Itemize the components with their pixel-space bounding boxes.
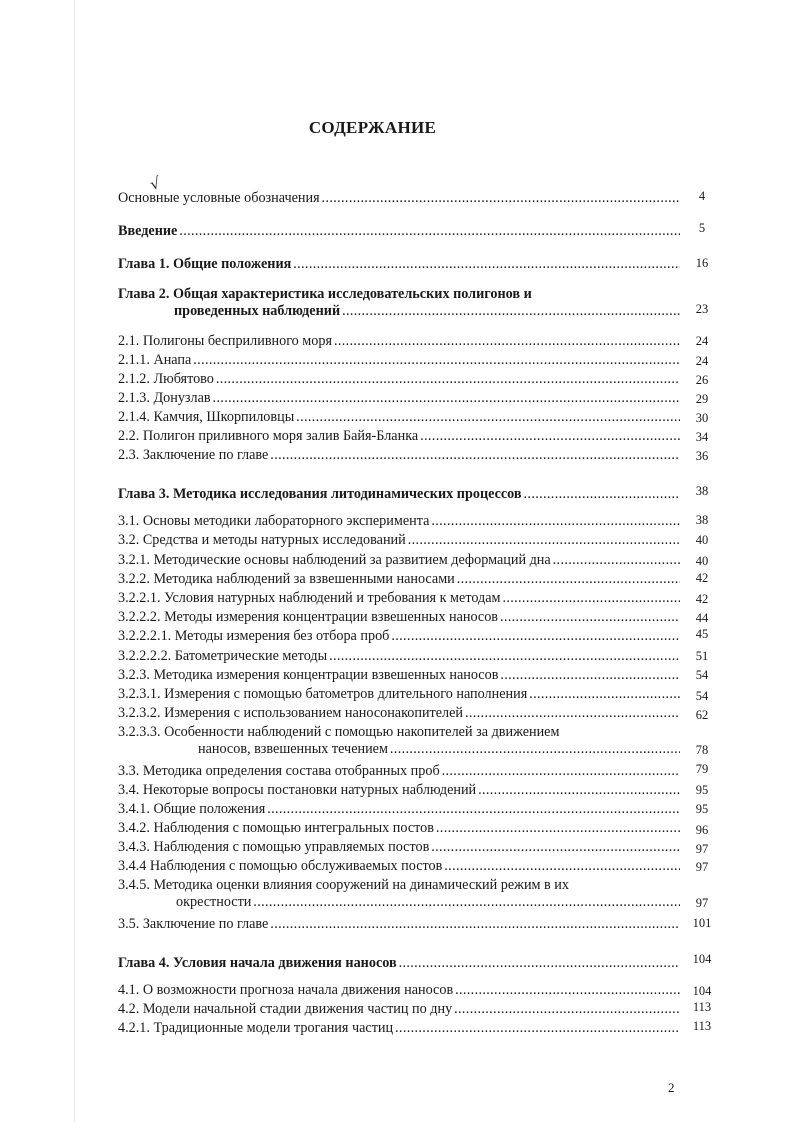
toc-page-number: 95 xyxy=(695,783,709,797)
toc-entry[interactable]: 3.4. Некоторые вопросы постановки натурных наблюдений . . . xyxy=(118,782,680,799)
toc-page-number: 51 xyxy=(695,649,709,663)
toc-entry[interactable]: 3.4.4 Наблюдения с помощью обслуживаемых постов . . . xyxy=(118,858,680,875)
toc-page-number: 95 xyxy=(695,802,709,816)
toc-page-number: 79 xyxy=(695,762,709,776)
toc-page-number: 78 xyxy=(695,743,709,757)
toc-entry[interactable]: 3.2.2.1. Условия натурных наблюдений и требования к методам . . . xyxy=(118,590,680,607)
toc-entry[interactable]: Основные условные обозначения . . . xyxy=(118,190,680,207)
page-title: СОДЕРЖАНИЕ xyxy=(308,118,437,137)
toc-entry[interactable]: Глава 2. Общая характеристика исследовательских полигонов и проведенных наблюдений . . . xyxy=(118,286,680,320)
toc-page-number: 113 xyxy=(692,1019,712,1033)
toc-entry[interactable]: 3.2.2.2.2. Батометрические методы . . . xyxy=(118,648,680,665)
toc-entry[interactable]: 3.4.1. Общие положения . . . xyxy=(118,801,680,818)
toc-entry[interactable]: 3.2.2. Методика наблюдений за взвешенными наносами . . . xyxy=(118,571,680,588)
toc-entry[interactable]: 3.2.3.2. Измерения с использованием наносонакопителей . . . xyxy=(118,705,680,722)
scan-edge xyxy=(74,0,75,1122)
toc-entry[interactable]: 2.1.4. Камчия, Шкорпиловцы . . . xyxy=(118,409,680,426)
handwritten-check-mark: √ xyxy=(147,173,163,194)
toc-page-number: 54 xyxy=(695,689,709,703)
toc-page-number: 23 xyxy=(695,302,709,316)
toc-entry[interactable]: 3.4.3. Наблюдения с помощью управляемых постов . . . xyxy=(118,839,680,856)
toc-entry[interactable]: 2.3. Заключение по главе . . . xyxy=(118,447,680,464)
toc-page-number: 45 xyxy=(695,627,709,641)
toc-entry[interactable]: 3.2.3.1. Измерения с помощью батометров длительного наполнения . . . xyxy=(118,686,680,703)
toc-entry[interactable]: 3.4.5. Методика оценки влияния сооружений на динамический режим в их окрестности . . . xyxy=(118,877,680,911)
toc-entry[interactable]: 3.2.2.2. Методы измерения концентрации взвешенных наносов . . . xyxy=(118,609,680,626)
toc-entry[interactable]: 3.2.3.3. Особенности наблюдений с помощью накопителей за движением наносов, взвешенных течением . . . xyxy=(118,724,680,758)
toc-page-number: 97 xyxy=(695,842,709,856)
toc-page-number: 16 xyxy=(695,256,709,270)
toc-page-number: 54 xyxy=(695,668,709,682)
toc-entry[interactable]: 3.2.1. Методические основы наблюдений за развитием деформаций дна . . . xyxy=(118,552,680,569)
toc-page-number: 38 xyxy=(695,513,709,527)
toc-entry[interactable]: 4.2. Модели начальной стадии движения частиц по дну . . . xyxy=(118,1001,680,1018)
toc-entry[interactable]: 3.4.2. Наблюдения с помощью интегральных постов . . . xyxy=(118,820,680,837)
toc-entry[interactable]: 2.1.1. Анапа . . . xyxy=(118,352,680,369)
toc-entry[interactable]: Введение . . . xyxy=(118,223,680,240)
toc-entry[interactable]: 2.2. Полигон приливного моря залив Байя-Бланка . . . xyxy=(118,428,680,445)
toc-page-number: 113 xyxy=(692,1000,712,1014)
toc-page-number: 96 xyxy=(695,823,709,837)
toc-page-number: 104 xyxy=(692,952,712,966)
toc-entry[interactable]: 4.2.1. Традиционные модели трогания частиц . . . xyxy=(118,1020,680,1037)
toc-page-number: 4 xyxy=(698,189,706,203)
toc-entry[interactable]: 3.2. Средства и методы натурных исследований . . . xyxy=(118,532,680,549)
toc-page-number: 42 xyxy=(695,571,709,585)
toc-page-number: 38 xyxy=(695,484,709,498)
toc-page-number: 97 xyxy=(695,896,709,910)
toc-page-number: 29 xyxy=(695,392,709,406)
toc-entry[interactable]: 2.1.2. Любятово . . . xyxy=(118,371,680,388)
toc-page-number: 26 xyxy=(695,373,709,387)
toc-page-number: 36 xyxy=(695,449,709,463)
toc-page-number: 42 xyxy=(695,592,709,606)
toc-entry[interactable]: 3.2.2.2.1. Методы измерения без отбора проб . . . xyxy=(118,628,680,645)
toc-entry[interactable]: 3.3. Методика определения состава отобранных проб . . . xyxy=(118,763,680,780)
toc-page-number: 5 xyxy=(698,221,706,235)
toc-page-number: 104 xyxy=(692,984,712,998)
toc-entry[interactable]: Глава 4. Условия начала движения наносов . . . xyxy=(118,955,680,972)
toc-page-number: 30 xyxy=(695,411,709,425)
toc-page-number: 44 xyxy=(695,611,709,625)
toc-entry[interactable]: Глава 3. Методика исследования литодинамических процессов . . . xyxy=(118,486,680,503)
page-number: 2 xyxy=(668,1080,675,1095)
toc-page-number: 62 xyxy=(695,708,709,722)
toc-page-number: 101 xyxy=(692,916,712,930)
toc-page-number: 40 xyxy=(695,533,709,547)
toc-page-number: 97 xyxy=(695,860,709,874)
toc-entry[interactable]: 4.1. О возможности прогноза начала движения наносов . . . xyxy=(118,982,680,999)
toc-page-number: 40 xyxy=(695,554,709,568)
toc-entry[interactable]: 3.5. Заключение по главе . . . xyxy=(118,916,680,933)
toc-page-number: 34 xyxy=(695,430,709,444)
toc-entry[interactable]: 2.1.3. Донузлав . . . xyxy=(118,390,680,407)
toc-page-number: 24 xyxy=(695,354,709,368)
toc-entry[interactable]: Глава 1. Общие положения . . . xyxy=(118,256,680,273)
toc-page-number: 24 xyxy=(695,334,709,348)
toc-entry[interactable]: 3.1. Основы методики лабораторного эксперимента . . . xyxy=(118,513,680,530)
toc-entry[interactable]: 2.1. Полигоны бесприливного моря . . . xyxy=(118,333,680,350)
toc-entry[interactable]: 3.2.3. Методика измерения концентрации взвешенных наносов . . . xyxy=(118,667,680,684)
